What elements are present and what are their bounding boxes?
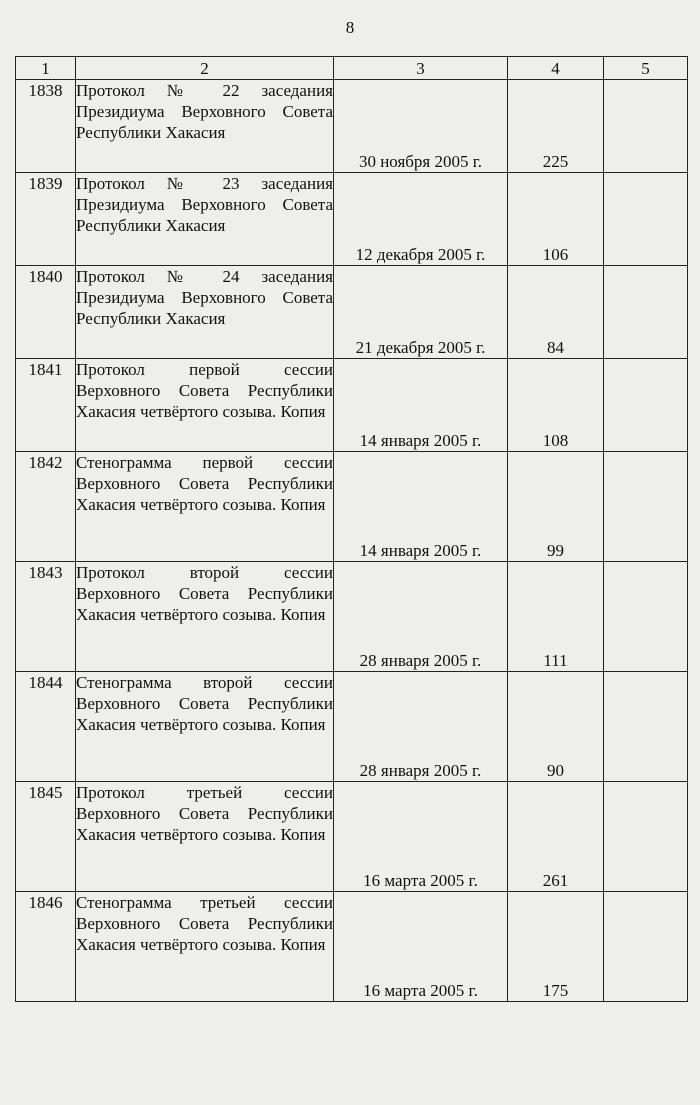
- row-number: 1845: [16, 782, 76, 892]
- sheet-count: 106: [508, 173, 604, 266]
- document-date: 21 декабря 2005 г.: [334, 266, 508, 359]
- table-row: [16, 80, 688, 173]
- document-title: Стенограмма второй сессии Верховного Совета Республики Хакасия четвёртого созыва. Копия: [76, 672, 334, 782]
- table-row: [16, 266, 688, 359]
- sheet-count: 225: [508, 80, 604, 173]
- notes-cell: [604, 892, 688, 1002]
- document-title: Протокол второй сессии Верховного Совета Республики Хакасия четвёртого созыва. Копия: [76, 562, 334, 672]
- table-row: [16, 672, 688, 782]
- document-title: Протокол № 24 заседания Президиума Верховного Совета Республики Хакасия: [76, 266, 334, 359]
- notes-cell: [604, 266, 688, 359]
- sheet-count: 111: [508, 562, 604, 672]
- notes-cell: [604, 782, 688, 892]
- table-row: [16, 452, 688, 562]
- row-number: 1841: [16, 359, 76, 452]
- sheet-count: 175: [508, 892, 604, 1002]
- table-row: [16, 892, 688, 1002]
- document-title: Стенограмма первой сессии Верховного Совета Республики Хакасия четвёртого созыва. Копия: [76, 452, 334, 562]
- notes-cell: [604, 359, 688, 452]
- inventory-table: [15, 56, 688, 1002]
- document-date: 14 января 2005 г.: [334, 359, 508, 452]
- notes-cell: [604, 452, 688, 562]
- document-date: 16 марта 2005 г.: [334, 782, 508, 892]
- sheet-count: 84: [508, 266, 604, 359]
- notes-cell: [604, 562, 688, 672]
- table-row: [16, 562, 688, 672]
- document-date: 12 декабря 2005 г.: [334, 173, 508, 266]
- document-date: 28 января 2005 г.: [334, 672, 508, 782]
- table-row: [16, 173, 688, 266]
- row-number: 1839: [16, 173, 76, 266]
- notes-cell: [604, 672, 688, 782]
- row-number: 1843: [16, 562, 76, 672]
- document-date: 16 марта 2005 г.: [334, 892, 508, 1002]
- document-title: Протокол № 23 заседания Президиума Верховного Совета Республики Хакасия: [76, 173, 334, 266]
- notes-cell: [604, 80, 688, 173]
- column-header-1: 1: [16, 57, 76, 80]
- sheet-count: 108: [508, 359, 604, 452]
- document-title: Протокол № 22 заседания Президиума Верховного Совета Республики Хакасия: [76, 80, 334, 173]
- document-date: 30 ноября 2005 г.: [334, 80, 508, 173]
- row-number: 1840: [16, 266, 76, 359]
- document-title: Стенограмма третьей сессии Верховного Совета Республики Хакасия четвёртого созыва. Копия: [76, 892, 334, 1002]
- sheet-count: 90: [508, 672, 604, 782]
- sheet-count: 99: [508, 452, 604, 562]
- notes-cell: [604, 173, 688, 266]
- header-row: [16, 57, 688, 80]
- column-header-2: 2: [76, 57, 334, 80]
- column-header-3: 3: [334, 57, 508, 80]
- row-number: 1846: [16, 892, 76, 1002]
- table-row: [16, 782, 688, 892]
- table-row: [16, 359, 688, 452]
- column-header-4: 4: [508, 57, 604, 80]
- sheet-count: 261: [508, 782, 604, 892]
- page-number: 8: [345, 18, 355, 37]
- document-title: Протокол первой сессии Верховного Совета Республики Хакасия четвёртого созыва. Копия: [76, 359, 334, 452]
- document-title: Протокол третьей сессии Верховного Совета Республики Хакасия четвёртого созыва. Копия: [76, 782, 334, 892]
- row-number: 1838: [16, 80, 76, 173]
- document-date: 14 января 2005 г.: [334, 452, 508, 562]
- row-number: 1844: [16, 672, 76, 782]
- column-header-5: 5: [604, 57, 688, 80]
- row-number: 1842: [16, 452, 76, 562]
- document-date: 28 января 2005 г.: [334, 562, 508, 672]
